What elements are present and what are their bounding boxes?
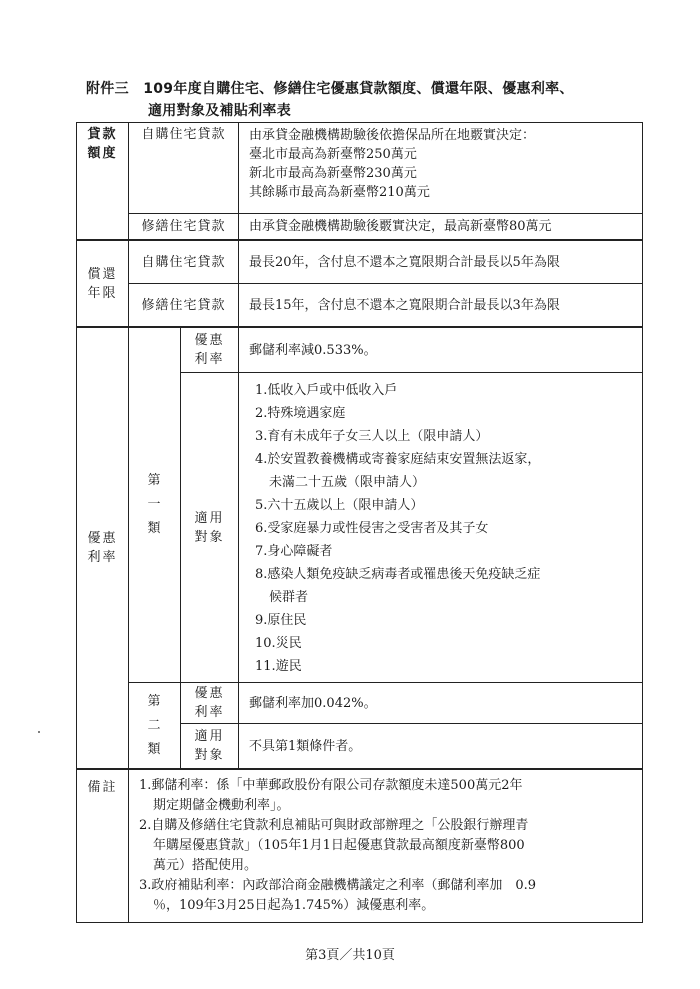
loan-amount-row-purchase [77, 123, 643, 214]
rate-class1-rate-label: 優惠利率 [181, 327, 239, 373]
note-item [139, 816, 636, 876]
target-number: 2. [255, 406, 268, 421]
scan-dot [38, 731, 40, 733]
target-text: 六十五歲以上（限申請人） [267, 498, 424, 513]
target-text: 受家庭暴力或性侵害之受害者及其子女 [267, 521, 489, 536]
note-number: 3. [139, 878, 152, 893]
target-item [255, 655, 638, 678]
repayment-repair-label: 修繕住宅貸款 [129, 284, 239, 328]
title-line-1: 附件三 109年度自購住宅、修繕住宅優惠貸款額度、償還年限、優惠利率、 [86, 81, 574, 97]
rate-class1-label: 第一類 [129, 327, 181, 683]
notes-header: 備註 [77, 769, 129, 923]
target-item [255, 632, 638, 655]
rate-class1-target-list [239, 373, 643, 683]
title-line-2: 適用對象及補貼利率表 [148, 103, 291, 119]
target-text: 原住民 [267, 613, 307, 628]
note-item [139, 876, 636, 916]
target-number: 8. [255, 567, 268, 582]
target-text: 育有未成年子女三人以上（限申請人） [267, 429, 489, 444]
target-number: 10. [255, 636, 276, 651]
rate-class2-label: 第二類 [129, 683, 181, 770]
target-item [255, 517, 638, 540]
loan-amount-repair-text: 由承貸金融機構勘驗後覈實決定，最高新臺幣80萬元 [239, 214, 643, 241]
repayment-purchase-label: 自購住宅貸款 [129, 240, 239, 284]
target-item [255, 402, 638, 425]
notes-list [129, 770, 642, 922]
target-item [255, 379, 638, 402]
target-number: 11. [255, 659, 276, 674]
target-item [255, 448, 638, 494]
target-text: 遊民 [275, 659, 302, 674]
note-text-continued: 期定期儲金機動利率」。 [153, 798, 290, 813]
target-text: 災民 [275, 636, 302, 651]
target-item [255, 494, 638, 517]
loan-amount-row-repair [77, 214, 643, 241]
target-text: 低收入戶或中低收入戶 [267, 383, 398, 398]
target-number: 9. [255, 613, 268, 628]
target-text-continued: 候群者 [269, 590, 309, 605]
target-text: 感染人類免疫缺乏病毒者或罹患後天免疫缺乏症 [267, 567, 541, 582]
page-footer: 第3頁／共10頁 [305, 948, 395, 963]
target-number: 6. [255, 521, 268, 536]
note-text: 郵儲利率：係「中華郵政股份有限公司存款額度未達500萬元2年 [151, 778, 523, 793]
note-text: 自購及修繕住宅貸款利息補貼可與財政部辦理之「公股銀行辦理青 [151, 818, 529, 833]
loan-terms-table [76, 122, 643, 923]
note-text-continued: ％，109年3月25日起為1.745%）減優惠利率。 [153, 898, 435, 913]
note-text-continued: 萬元）搭配使用。 [153, 858, 258, 873]
notes-content [129, 769, 643, 923]
loan-amount-purchase-text: 由承貸金融機構勘驗後依擔保品所在地覈實決定： 臺北市最高為新臺幣250萬元 新北市最高為新臺幣230萬元 其餘縣市最高為新臺幣210萬元 [239, 123, 643, 214]
note-number: 2. [139, 818, 152, 833]
rate-class2-rate-row [77, 683, 643, 724]
repayment-row-purchase [77, 240, 643, 284]
target-text: 於安置教養機構或寄養家庭結束安置無法返家， [267, 452, 541, 467]
repayment-purchase-text: 最長20年，含付息不還本之寬限期合計最長以5年為限 [239, 240, 643, 284]
notes-row [77, 769, 643, 923]
rate-class2-target-text: 不具第1類條件者。 [239, 724, 643, 770]
target-item [255, 425, 638, 448]
target-text-continued: 未滿二十五歲（限申請人） [269, 475, 426, 490]
target-item [255, 563, 638, 609]
repayment-row-repair [77, 284, 643, 328]
loan-amount-header: 貸款額度 [77, 123, 129, 241]
note-text-continued: 年購屋優惠貸款」（105年1月1日起優惠貸款最高額度新臺幣800 [153, 838, 525, 853]
target-text: 身心障礙者 [267, 544, 333, 559]
note-item [139, 776, 636, 816]
rate-class2-rate-label: 優惠利率 [181, 683, 239, 724]
target-item [255, 609, 638, 632]
repayment-header: 償還年限 [77, 240, 129, 327]
rate-class1-target-label: 適用對象 [181, 373, 239, 683]
rate-class1-rate-row [77, 327, 643, 373]
target-number: 4. [255, 452, 268, 467]
target-text: 特殊境遇家庭 [267, 406, 346, 421]
loan-amount-purchase-label: 自購住宅貸款 [129, 123, 239, 214]
rate-class2-rate-text: 郵儲利率加0.042%。 [239, 683, 643, 724]
rate-class1-rate-text: 郵儲利率減0.533%。 [239, 327, 643, 373]
rate-header: 優惠利率 [77, 327, 129, 769]
document-title [86, 78, 646, 122]
note-number: 1. [139, 778, 152, 793]
loan-amount-repair-label: 修繕住宅貸款 [129, 214, 239, 241]
target-number: 3. [255, 429, 268, 444]
repayment-repair-text: 最長15年，含付息不還本之寬限期合計最長以3年為限 [239, 284, 643, 328]
target-list [239, 373, 642, 682]
rate-class2-target-label: 適用對象 [181, 724, 239, 770]
note-text: 政府補貼利率：內政部洽商金融機構議定之利率（郵儲利率加 0.9 [151, 878, 537, 893]
target-number: 5. [255, 498, 268, 513]
target-number: 7. [255, 544, 268, 559]
target-item [255, 540, 638, 563]
target-number: 1. [255, 383, 268, 398]
